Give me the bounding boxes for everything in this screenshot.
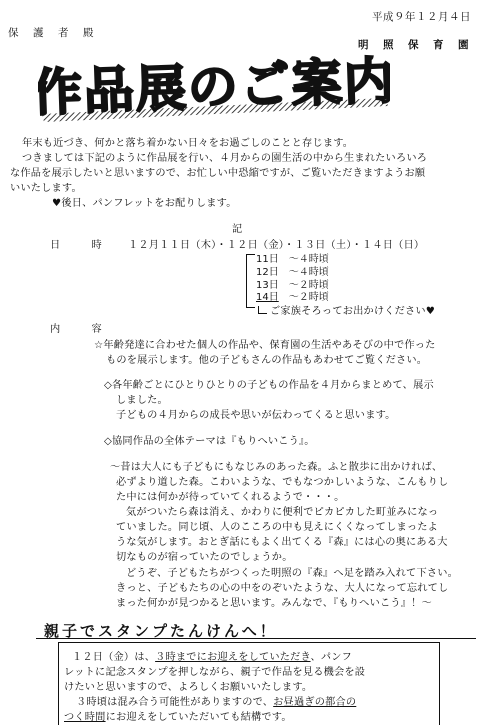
content-p5-line3: うな気がします。おとぎ話にもよく出てくる『森』には心の奥にある大 [116,537,448,548]
intro-line-5: ♥後日、パンフレットをお配りします。 [52,198,237,209]
addressee: 保 護 者 殿 [8,27,96,39]
schedule-day: 13日 [256,279,279,291]
intro-line-1: 年末も近づき、何かと落ち着かない日々をお過ごしのことと存じます。 [22,138,354,149]
content-p6-line3: まった何かが見つかると思います。みんなで、『もりへいこう』！〜 [116,598,432,609]
stamp-text: にお迎えをしていただいても結構です。 [105,712,292,723]
title-banner-graphic [38,52,390,122]
schedule-time: 〜２時頃 [288,292,329,304]
schedule-list [256,254,376,305]
schedule-row [256,254,376,267]
stamp-emphasis: つく時間 [64,712,106,723]
schedule-time: 〜２時頃 [288,279,329,291]
schedule-day: 11日 [256,254,279,265]
stamp-text: １２日（金）は、 [72,652,156,663]
content-p6-line1: どうぞ、子どもたちがつくった明照の『森』へ足を踏み入れて下さい。 [126,568,458,579]
content-label: 内 容 [50,324,102,335]
schedule-row [256,267,376,280]
content-p2-line2: しました。 [116,395,168,406]
stamp-emphasis: お昼過ぎの都合の [273,697,357,708]
stamp-line-1 [72,650,352,665]
event-dates: １２月１１日（木）・１２日（金）・１３日（土）・１４日（日） [128,240,425,251]
schedule-day: 14日 [256,292,279,304]
content-p1-line1: ☆年齢発達に合わせた個人の作品や、保育園の生活やあそびの中で作った [94,340,436,351]
content-p5-line4: 切なものが宿っていたのでしょうか。 [116,552,293,563]
stamp-line-3: けたいと思いますので、よろしくお願いいたします。 [64,682,313,693]
stamp-text: ３時頃は混み合う可能性がありますので、 [76,697,274,708]
content-p1-line2: ものを展示します。他の子どもさんの作品もあわせてご覧ください。 [106,355,428,366]
stamp-emphasis: ３時までにお迎えをしていただき [155,652,311,663]
content-p5-line1: 気がついたら森は消え、かわりに便利でピカピカした町並みになっ [126,507,439,518]
sender: 明 照 保 育 園 [358,39,471,51]
stamp-heading: 親子でスタンプたんけんへ！ [44,622,278,640]
note-hook [258,306,267,314]
content-p2-line3: 子どもの４月からの成長や思いが伝わってくると思います。 [116,410,396,421]
schedule-time: 〜４時頃 [288,266,329,278]
content-p4-line1: 〜昔は大人にも子どもにもなじみのあった森。ふと散歩に出かければ、 [110,462,443,473]
schedule-time: 〜４時頃 [288,254,329,265]
intro-line-2: つきましては下記のように作品展を行い、４月からの園生活の中から生まれたいろいろ [22,153,428,164]
page-title: 作品展のご案内 [38,52,390,122]
stamp-line-4 [76,695,356,710]
date-label: 日 時 [50,240,102,251]
content-p4-line2: 必ずより道した森。こわいような、でもなつかしいような、こんもりし [116,477,449,488]
schedule-row [256,280,376,293]
stamp-text: 、パンフ [310,652,353,663]
notice-ki: 記 [232,224,243,235]
schedule-day: 12日 [256,266,279,278]
content-p6-line2: きっと、子どもたちの心の中をのぞいたような、大人になって忘れてし [116,583,449,594]
title-banner [38,52,390,122]
intro-line-3: な作品を展示したいと思いますので、お忙しい中恐縮ですが、ご覧いただきますようお願 [10,168,426,179]
issue-date: 平成９年１２月４日 [372,11,471,23]
schedule-bracket [246,254,255,308]
content-p5-line2: ていました。同じ頃、人のこころの中も見えにくくなってしまったよ [116,522,439,533]
content-p3-line1: ◇協同作品の全体テーマは『もりへいこう』。 [104,436,315,447]
content-p4-line3: た中には何かが待っていてくれるようで・・・。 [116,492,345,503]
stamp-heading-rule [36,638,476,639]
family-note: ご家族そろってお出かけください♥ [270,306,436,317]
stamp-line-2: レットに記念スタンプを押しながら、親子で作品を見る機会を設 [64,667,366,678]
stamp-line-5 [64,710,292,725]
content-p2-line1: ◇各年齢ごとにひとりひとりの子どもの作品を４月からまとめて、展示 [104,380,434,391]
intro-line-4: いいたします。 [10,183,82,194]
